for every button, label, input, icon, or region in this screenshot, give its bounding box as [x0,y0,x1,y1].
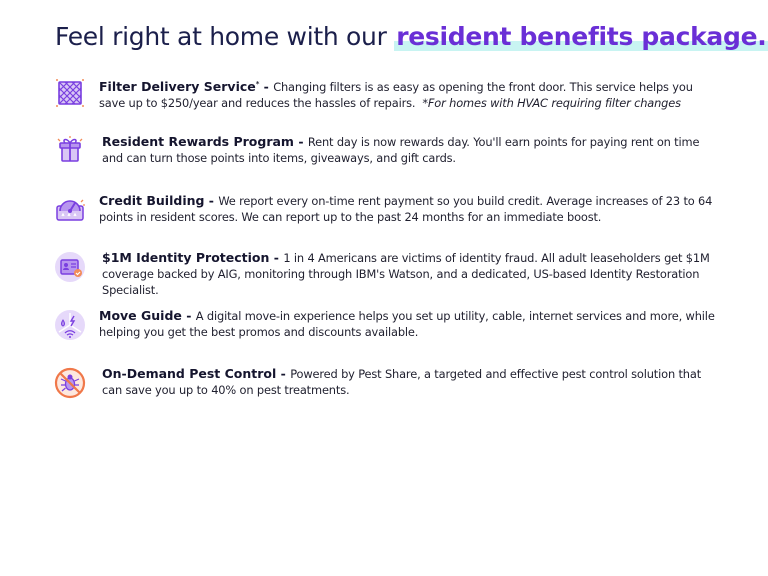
benefit-description: Powered by Pest Share, a targeted and effective pest control solution that can save you up to 40% on pest treatments. [102,367,702,397]
filter-icon [54,77,86,109]
benefit-title: $1M Identity Protection [102,250,270,265]
title-separator: - [293,134,308,149]
asterisk-mark: * [255,80,260,88]
title-separator: - [269,250,284,265]
benefit-title: Filter Delivery Service [99,78,256,94]
title-separator: - [204,193,219,208]
title-separator: - [181,308,196,323]
benefit-footnote: *For homes with HVAC requiring filter changes [422,95,681,110]
benefit-title: Move Guide [99,308,182,323]
page-headline [55,20,767,54]
title-separator: - [276,366,291,381]
identity-card-icon [54,251,86,283]
benefit-text [102,366,722,398]
benefit-description: We report every on-time rent payment so you build credit. Average increases of 23 to 64 points in resident scores. We can report up to the past 24 months for an immediate boost. [99,194,713,224]
headline-highlight: resident benefits package. [396,22,767,51]
benefit-text [99,308,719,340]
benefit-text [99,76,719,111]
move-utilities-icon [54,309,86,341]
no-pests-icon [54,367,86,399]
headline-lead: Feel right at home with our [55,22,395,51]
benefit-description: Changing filters is as easy as opening the front door. This service helps you save up to $250/year and reduces the hassles of repairs. [99,79,693,110]
title-separator: - [259,78,274,94]
benefit-text [99,193,719,225]
credit-gauge-icon [54,194,86,226]
benefit-text [102,250,722,298]
benefit-title: Resident Rewards Program [102,134,294,149]
benefit-description: A digital move-in experience helps you set up utility, cable, internet services and more, while helping you get the best promos and discounts available. [99,309,715,339]
benefit-description: Rent day is now rewards day. You'll earn points for paying rent on time and can turn those points into items, giveaways, and gift cards. [102,135,700,165]
gift-icon [54,134,86,166]
benefit-description: 1 in 4 Americans are victims of identity fraud. All adult leaseholders get $1M coverage backed by AIG, monitoring through IBM's Watson, and a dedicated, US-based Identity Restoration Specialist. [102,251,710,297]
benefit-text [102,134,722,166]
benefit-title: On-Demand Pest Control [102,366,277,381]
benefit-title: Credit Building [99,193,205,208]
